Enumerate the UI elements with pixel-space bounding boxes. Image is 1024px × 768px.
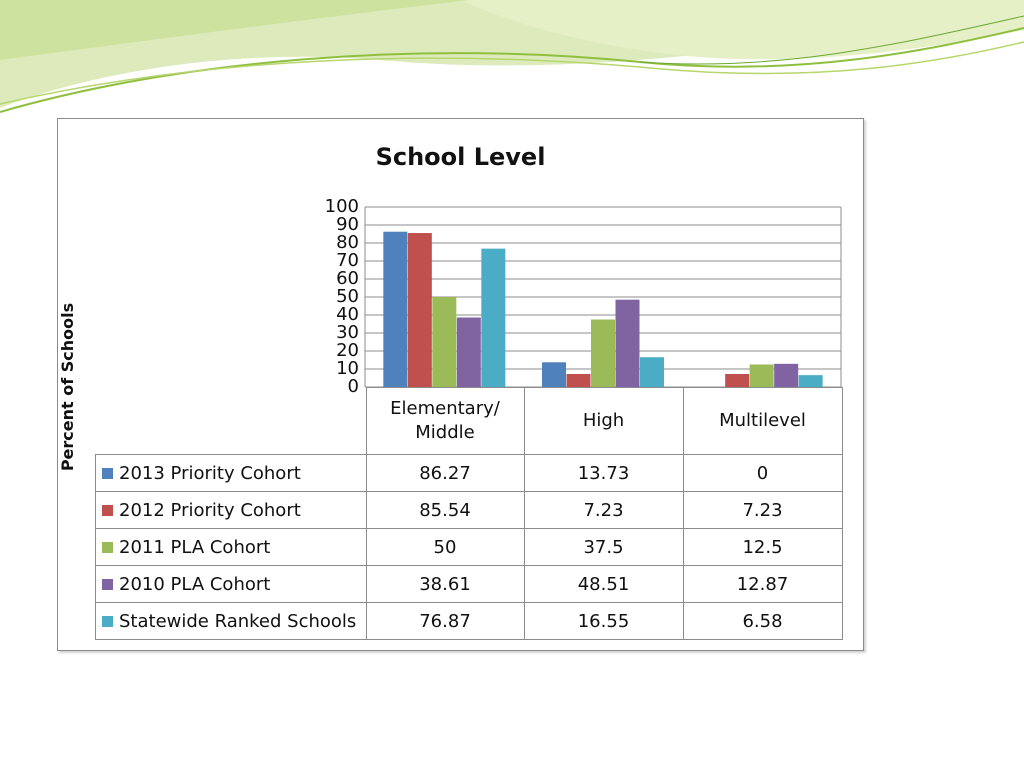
data-cell: 85.54 (366, 492, 524, 529)
bar (408, 233, 432, 387)
bar (725, 374, 749, 387)
y-tick-label: 90 (336, 214, 359, 235)
data-cell: 50 (366, 529, 524, 566)
series-name: 2013 Priority Cohort (119, 462, 301, 484)
data-cell: 37.5 (524, 529, 683, 566)
bar (774, 364, 798, 387)
data-cell: 12.5 (683, 529, 842, 566)
data-cell: 16.55 (524, 603, 683, 640)
y-tick-label: 100 (324, 196, 359, 217)
legend-entry (96, 603, 367, 640)
bar (799, 375, 823, 387)
data-cell: 7.23 (683, 492, 842, 529)
legend-entry (96, 529, 367, 566)
y-tick-label: 10 (336, 358, 359, 379)
y-tick-label: 30 (336, 322, 359, 343)
series-name: 2011 PLA Cohort (119, 536, 271, 558)
bar (542, 362, 566, 387)
data-cell: 86.27 (366, 455, 524, 492)
bar (457, 318, 481, 387)
legend-entry (96, 492, 367, 529)
chart-title: School Level (375, 143, 546, 171)
legend-entry (96, 455, 367, 492)
table-row (96, 566, 843, 603)
bar (383, 232, 407, 387)
decorative-banner (0, 0, 1024, 130)
chart-frame (57, 118, 864, 651)
legend-swatch (102, 579, 113, 590)
data-cell: 6.58 (683, 603, 842, 640)
legend-entry (96, 566, 367, 603)
series-name: Statewide Ranked Schools (119, 610, 357, 632)
table-row (96, 529, 843, 566)
table-header-row (96, 388, 843, 455)
data-cell: 13.73 (524, 455, 683, 492)
data-cell: 0 (683, 455, 842, 492)
column-header: High (524, 388, 683, 455)
series-name: 2012 Priority Cohort (119, 499, 301, 521)
bar (591, 320, 615, 388)
bar (640, 357, 664, 387)
data-table (95, 387, 843, 640)
data-cell: 7.23 (524, 492, 683, 529)
column-header: Elementary/ Middle (366, 388, 524, 455)
legend-swatch (102, 505, 113, 516)
table-row (96, 603, 843, 640)
legend-swatch (102, 542, 113, 553)
legend-swatch (102, 616, 113, 627)
data-cell: 76.87 (366, 603, 524, 640)
bar (481, 249, 505, 387)
bar (432, 297, 456, 387)
y-tick-label: 80 (336, 232, 359, 253)
y-tick-label: 60 (336, 268, 359, 289)
bar (616, 300, 640, 387)
column-header: Multilevel (683, 388, 842, 455)
y-axis-label: Percent of Schools (58, 302, 77, 472)
y-tick-label: 40 (336, 304, 359, 325)
data-cell: 12.87 (683, 566, 842, 603)
series-name: 2010 PLA Cohort (119, 573, 271, 595)
legend-swatch (102, 468, 113, 479)
table-row (96, 455, 843, 492)
data-cell: 38.61 (366, 566, 524, 603)
bar (750, 365, 774, 388)
table-row (96, 492, 843, 529)
y-tick-label: 0 (347, 376, 359, 397)
data-cell: 48.51 (524, 566, 683, 603)
table-corner (96, 388, 367, 455)
y-tick-label: 70 (336, 250, 359, 271)
y-tick-label: 20 (336, 340, 359, 361)
bar (567, 374, 591, 387)
y-tick-label: 50 (336, 286, 359, 307)
